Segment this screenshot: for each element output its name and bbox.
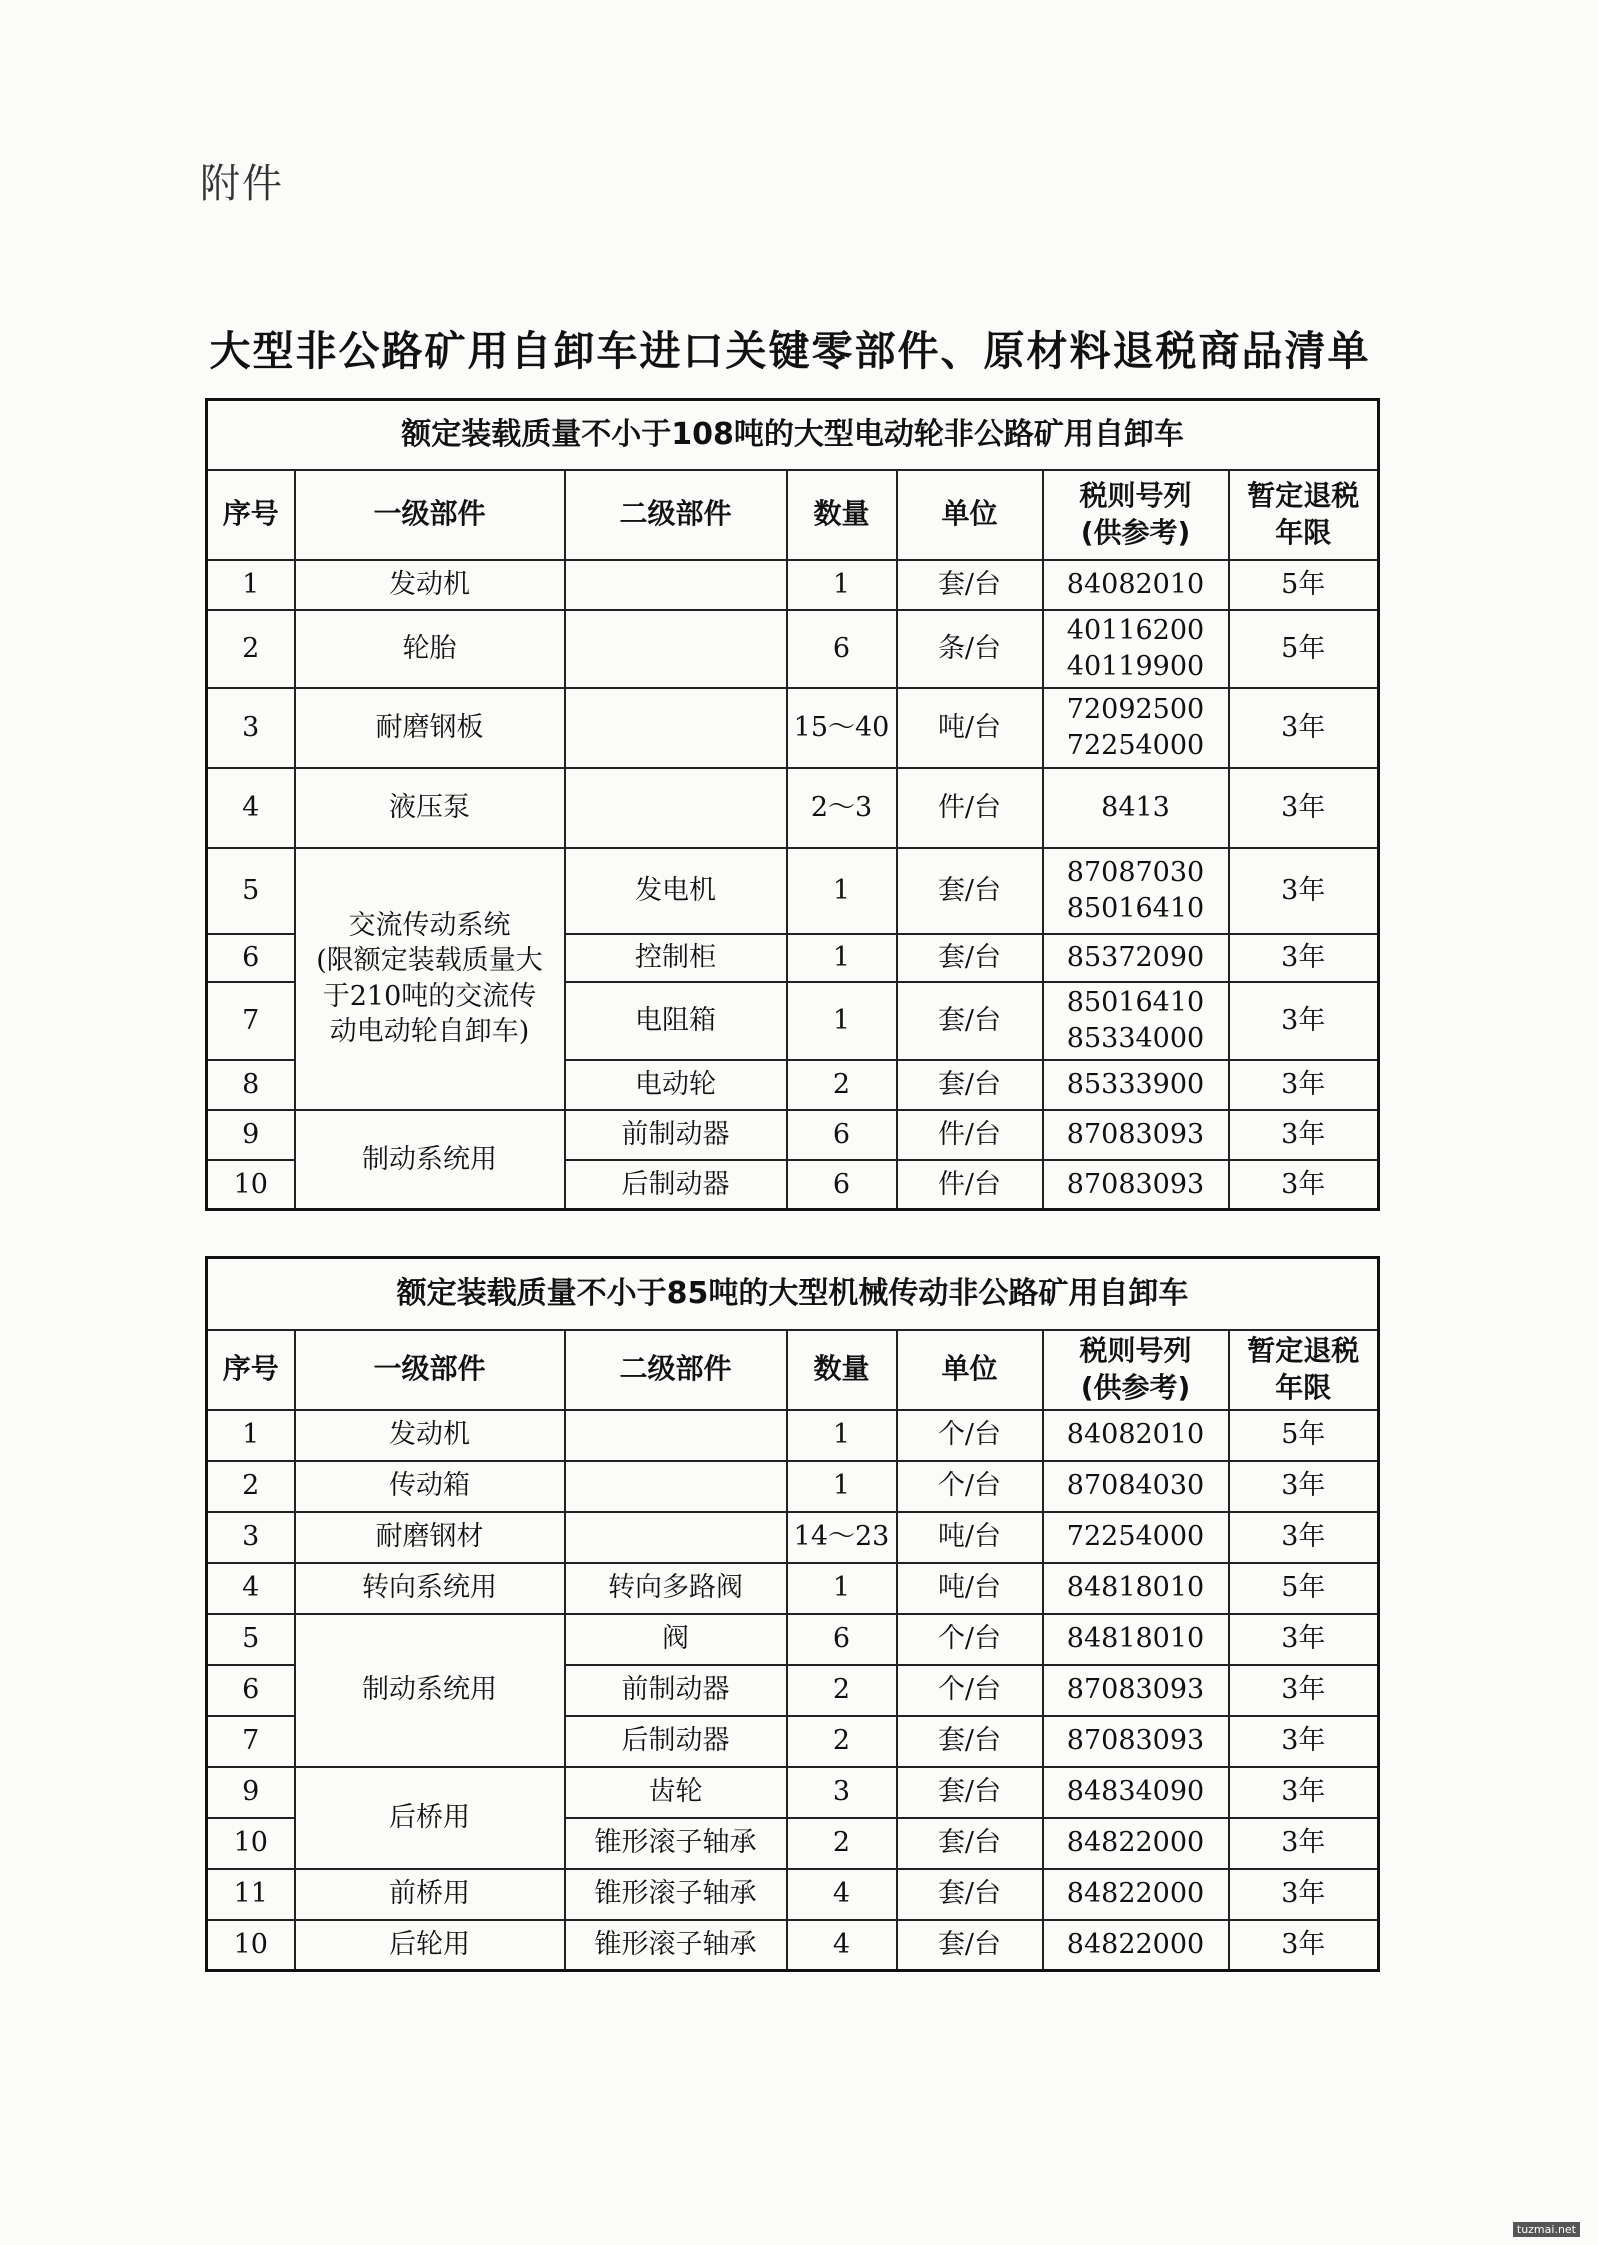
group-label-line: 于210吨的交流传 — [322, 980, 537, 1012]
header-primary: 一级部件 — [295, 1330, 565, 1410]
header-period-line1: 暂定退税 — [1247, 1334, 1360, 1368]
tariff-code: 72254000 — [1066, 729, 1205, 761]
table-row — [207, 688, 1379, 768]
cell-group-ac-drive — [295, 848, 565, 1110]
cell-secondary: 控制柜 — [565, 934, 787, 982]
cell-period: 3年 — [1229, 934, 1379, 982]
cell-qty: 1 — [787, 982, 897, 1060]
header-qty: 数量 — [787, 470, 897, 560]
table-caption: 额定装载质量不小于108吨的大型电动轮非公路矿用自卸车 — [207, 400, 1379, 470]
cell-unit: 套/台 — [897, 1818, 1043, 1869]
cell-unit: 吨/台 — [897, 1563, 1043, 1614]
cell-secondary: 转向多路阀 — [565, 1563, 787, 1614]
header-tariff-line2: (供参考) — [1080, 1370, 1191, 1404]
cell-unit: 条/台 — [897, 610, 1043, 688]
tariff-code: 72092500 — [1066, 694, 1205, 726]
header-unit: 单位 — [897, 470, 1043, 560]
cell-qty: 1 — [787, 934, 897, 982]
cell-unit: 套/台 — [897, 1060, 1043, 1110]
cell-qty: 2 — [787, 1060, 897, 1110]
cell-unit: 套/台 — [897, 560, 1043, 610]
watermark-stamp: tuzmai.net — [1513, 2222, 1580, 2237]
cell-primary: 前桥用 — [295, 1869, 565, 1920]
cell-period: 3年 — [1229, 1716, 1379, 1767]
cell-tariff: 8413 — [1043, 768, 1229, 848]
cell-no: 3 — [207, 1512, 295, 1563]
cell-secondary — [565, 1461, 787, 1512]
cell-primary: 发动机 — [295, 560, 565, 610]
header-qty: 数量 — [787, 1330, 897, 1410]
header-secondary: 二级部件 — [565, 1330, 787, 1410]
header-no: 序号 — [207, 470, 295, 560]
cell-primary: 传动箱 — [295, 1461, 565, 1512]
header-period-line1: 暂定退税 — [1247, 479, 1360, 513]
cell-unit: 个/台 — [897, 1614, 1043, 1665]
table-row — [207, 1920, 1379, 1971]
cell-no: 4 — [207, 768, 295, 848]
header-tariff-line1: 税则号列 — [1079, 479, 1192, 513]
cell-tariff: 84818010 — [1043, 1563, 1229, 1614]
cell-tariff: 84834090 — [1043, 1767, 1229, 1818]
header-secondary: 二级部件 — [565, 470, 787, 560]
cell-no: 6 — [207, 934, 295, 982]
cell-unit: 套/台 — [897, 1869, 1043, 1920]
cell-primary: 轮胎 — [295, 610, 565, 688]
cell-qty: 1 — [787, 848, 897, 934]
cell-tariff: 84822000 — [1043, 1920, 1229, 1971]
cell-period: 3年 — [1229, 1818, 1379, 1869]
cell-unit: 件/台 — [897, 1160, 1043, 1210]
tariff-code: 85016410 — [1066, 987, 1205, 1019]
cell-secondary — [565, 768, 787, 848]
cell-no: 4 — [207, 1563, 295, 1614]
cell-qty: 6 — [787, 1614, 897, 1665]
cell-qty: 6 — [787, 1110, 897, 1160]
table-mechanical-drive — [205, 1256, 1380, 1972]
cell-secondary — [565, 1410, 787, 1461]
group-label-line: 动电动轮自卸车) — [329, 1015, 530, 1047]
cell-secondary: 后制动器 — [565, 1160, 787, 1210]
cell-secondary: 锥形滚子轴承 — [565, 1920, 787, 1971]
cell-qty: 4 — [787, 1869, 897, 1920]
header-unit: 单位 — [897, 1330, 1043, 1410]
table-row — [207, 848, 1379, 934]
cell-qty: 1 — [787, 1461, 897, 1512]
table-row — [207, 1767, 1379, 1818]
cell-no: 3 — [207, 688, 295, 768]
cell-qty: 2 — [787, 1818, 897, 1869]
cell-period: 5年 — [1229, 1563, 1379, 1614]
tariff-code: 87087030 — [1066, 857, 1205, 889]
cell-primary: 发动机 — [295, 1410, 565, 1461]
cell-qty: 2～3 — [787, 768, 897, 848]
cell-tariff: 85372090 — [1043, 934, 1229, 982]
cell-tariff: 87083093 — [1043, 1665, 1229, 1716]
attachment-label: 附件 — [200, 161, 284, 207]
cell-period: 3年 — [1229, 1614, 1379, 1665]
cell-period: 3年 — [1229, 688, 1379, 768]
cell-tariff: 84082010 — [1043, 1410, 1229, 1461]
cell-no: 7 — [207, 1716, 295, 1767]
cell-tariff: 72254000 — [1043, 1512, 1229, 1563]
cell-unit: 个/台 — [897, 1665, 1043, 1716]
cell-no: 2 — [207, 610, 295, 688]
cell-secondary: 发电机 — [565, 848, 787, 934]
cell-no: 8 — [207, 1060, 295, 1110]
cell-unit: 套/台 — [897, 848, 1043, 934]
table-row — [207, 1410, 1379, 1461]
cell-tariff — [1043, 982, 1229, 1060]
cell-no: 1 — [207, 560, 295, 610]
cell-tariff: 87083093 — [1043, 1160, 1229, 1210]
cell-secondary: 电动轮 — [565, 1060, 787, 1110]
header-tariff-line2: (供参考) — [1080, 515, 1191, 549]
table-caption: 额定装载质量不小于85吨的大型机械传动非公路矿用自卸车 — [207, 1258, 1379, 1330]
cell-primary: 转向系统用 — [295, 1563, 565, 1614]
cell-qty: 3 — [787, 1767, 897, 1818]
cell-qty: 1 — [787, 560, 897, 610]
cell-secondary — [565, 688, 787, 768]
cell-qty: 2 — [787, 1716, 897, 1767]
header-tariff-line1: 税则号列 — [1079, 1334, 1192, 1368]
cell-period: 3年 — [1229, 1767, 1379, 1818]
cell-no: 2 — [207, 1461, 295, 1512]
cell-period: 5年 — [1229, 560, 1379, 610]
cell-unit: 吨/台 — [897, 688, 1043, 768]
cell-tariff: 85333900 — [1043, 1060, 1229, 1110]
cell-period: 5年 — [1229, 610, 1379, 688]
cell-qty: 15～40 — [787, 688, 897, 768]
cell-period: 5年 — [1229, 1410, 1379, 1461]
cell-primary: 后轮用 — [295, 1920, 565, 1971]
cell-tariff — [1043, 848, 1229, 934]
header-tariff — [1043, 1330, 1229, 1410]
document-title: 大型非公路矿用自卸车进口关键零部件、原材料退税商品清单 — [209, 327, 1371, 375]
cell-tariff: 84818010 — [1043, 1614, 1229, 1665]
header-period-line2: 年限 — [1275, 515, 1332, 549]
header-row — [207, 1330, 1379, 1410]
group-label-line: (限额定装载质量大 — [316, 945, 543, 977]
cell-qty: 6 — [787, 1160, 897, 1210]
cell-tariff: 87083093 — [1043, 1716, 1229, 1767]
cell-qty: 14～23 — [787, 1512, 897, 1563]
cell-primary: 液压泵 — [295, 768, 565, 848]
cell-group-rear-axle: 后桥用 — [295, 1767, 565, 1869]
cell-unit: 件/台 — [897, 1110, 1043, 1160]
cell-qty: 4 — [787, 1920, 897, 1971]
cell-secondary: 阀 — [565, 1614, 787, 1665]
cell-secondary: 后制动器 — [565, 1716, 787, 1767]
cell-qty: 1 — [787, 1563, 897, 1614]
cell-period: 3年 — [1229, 1160, 1379, 1210]
cell-qty: 6 — [787, 610, 897, 688]
cell-qty: 1 — [787, 1410, 897, 1461]
cell-no: 9 — [207, 1767, 295, 1818]
cell-secondary: 前制动器 — [565, 1110, 787, 1160]
cell-unit: 吨/台 — [897, 1512, 1043, 1563]
cell-secondary — [565, 1512, 787, 1563]
cell-period: 3年 — [1229, 1110, 1379, 1160]
table-row — [207, 1512, 1379, 1563]
cell-qty: 2 — [787, 1665, 897, 1716]
table-row — [207, 1563, 1379, 1614]
table-row — [207, 1614, 1379, 1665]
cell-period: 3年 — [1229, 1060, 1379, 1110]
cell-secondary: 电阻箱 — [565, 982, 787, 1060]
table-electric-drive — [205, 398, 1380, 1211]
cell-no: 6 — [207, 1665, 295, 1716]
cell-group-brake: 制动系统用 — [295, 1110, 565, 1210]
cell-tariff — [1043, 688, 1229, 768]
tariff-code: 85334000 — [1066, 1022, 1205, 1054]
table-row — [207, 1110, 1379, 1160]
table-row — [207, 1461, 1379, 1512]
header-no: 序号 — [207, 1330, 295, 1410]
header-period — [1229, 470, 1379, 560]
cell-no: 10 — [207, 1160, 295, 1210]
header-tariff — [1043, 470, 1229, 560]
cell-tariff: 84082010 — [1043, 560, 1229, 610]
table-row — [207, 1869, 1379, 1920]
cell-unit: 套/台 — [897, 982, 1043, 1060]
cell-no: 10 — [207, 1818, 295, 1869]
table-row — [207, 768, 1379, 848]
cell-no: 5 — [207, 1614, 295, 1665]
cell-tariff: 84822000 — [1043, 1869, 1229, 1920]
header-row — [207, 470, 1379, 560]
cell-secondary: 锥形滚子轴承 — [565, 1869, 787, 1920]
table-row — [207, 560, 1379, 610]
cell-period: 3年 — [1229, 1512, 1379, 1563]
cell-unit: 套/台 — [897, 1920, 1043, 1971]
cell-period: 3年 — [1229, 1461, 1379, 1512]
cell-group-brake: 制动系统用 — [295, 1614, 565, 1767]
cell-period: 3年 — [1229, 768, 1379, 848]
cell-primary: 耐磨钢板 — [295, 688, 565, 768]
cell-unit: 个/台 — [897, 1461, 1043, 1512]
tariff-code: 40119900 — [1066, 650, 1205, 682]
cell-unit: 套/台 — [897, 1716, 1043, 1767]
cell-period: 3年 — [1229, 982, 1379, 1060]
cell-tariff: 84822000 — [1043, 1818, 1229, 1869]
cell-secondary: 齿轮 — [565, 1767, 787, 1818]
cell-unit: 件/台 — [897, 768, 1043, 848]
header-primary: 一级部件 — [295, 470, 565, 560]
cell-primary: 耐磨钢材 — [295, 1512, 565, 1563]
cell-no: 10 — [207, 1920, 295, 1971]
cell-secondary: 锥形滚子轴承 — [565, 1818, 787, 1869]
cell-no: 5 — [207, 848, 295, 934]
cell-secondary — [565, 560, 787, 610]
cell-tariff — [1043, 610, 1229, 688]
cell-period: 3年 — [1229, 848, 1379, 934]
cell-period: 3年 — [1229, 1869, 1379, 1920]
table-row — [207, 610, 1379, 688]
cell-tariff: 87084030 — [1043, 1461, 1229, 1512]
header-period-line2: 年限 — [1275, 1370, 1332, 1404]
cell-unit: 套/台 — [897, 1767, 1043, 1818]
cell-secondary — [565, 610, 787, 688]
cell-unit: 套/台 — [897, 934, 1043, 982]
cell-secondary: 前制动器 — [565, 1665, 787, 1716]
cell-no: 11 — [207, 1869, 295, 1920]
cell-no: 7 — [207, 982, 295, 1060]
cell-no: 1 — [207, 1410, 295, 1461]
cell-no: 9 — [207, 1110, 295, 1160]
header-period — [1229, 1330, 1379, 1410]
cell-period: 3年 — [1229, 1920, 1379, 1971]
cell-unit: 个/台 — [897, 1410, 1043, 1461]
tariff-code: 85016410 — [1066, 892, 1205, 924]
cell-tariff: 87083093 — [1043, 1110, 1229, 1160]
cell-period: 3年 — [1229, 1665, 1379, 1716]
group-label-line: 交流传动系统 — [348, 910, 511, 942]
tariff-code: 40116200 — [1066, 615, 1205, 647]
